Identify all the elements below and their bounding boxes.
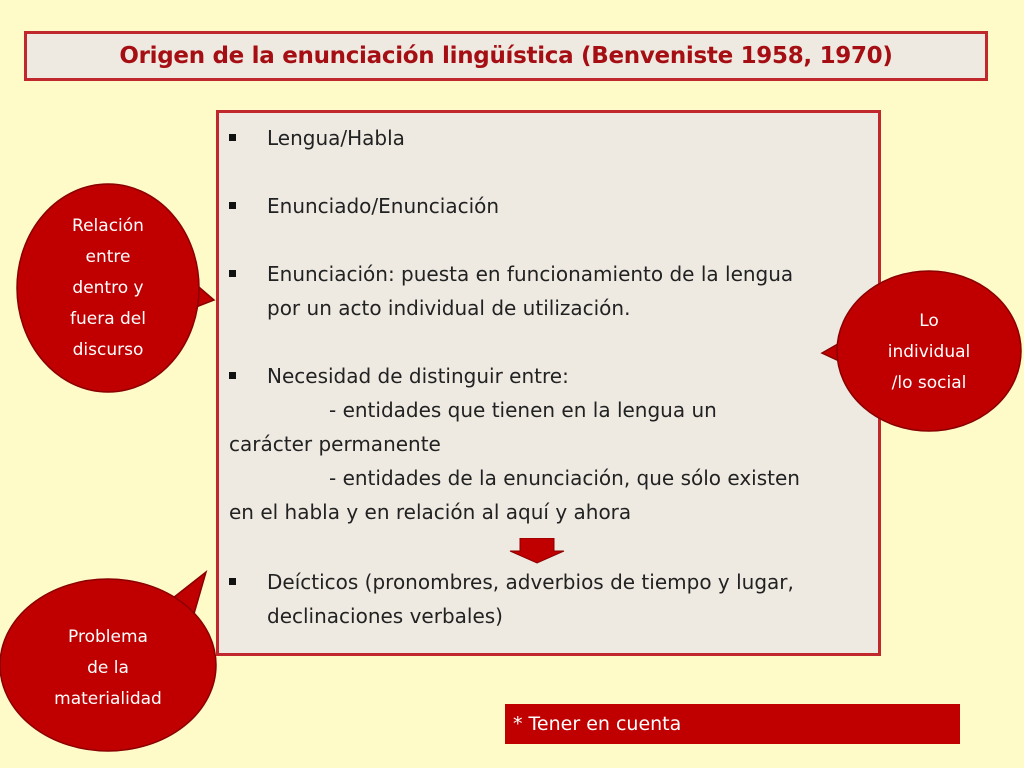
callout-line: materialidad — [54, 689, 162, 709]
note-text: * Tener en cuenta — [513, 713, 682, 735]
bullet-text: Enunciación: puesta en funcionamiento de la lengua — [267, 262, 794, 286]
bullet-text: Lengua/Habla — [267, 126, 405, 150]
callout-line: Relación — [72, 216, 144, 236]
callout-left-bottom-text — [33, 622, 183, 715]
callout-line: Problema — [68, 627, 148, 647]
callout-line: de la — [87, 658, 129, 678]
sub-line: - entidades de la enunciación, que sólo existen — [329, 466, 800, 490]
callout-line: /lo social — [891, 373, 967, 393]
bullet-text: Necesidad de distinguir entre: — [267, 364, 569, 388]
sub-line: en el habla y en relación al aquí y ahora — [229, 500, 632, 524]
sub-line: carácter permanente — [229, 432, 441, 456]
slide-title: Origen de la enunciación lingüística (Benveniste 1958, 1970) — [119, 43, 893, 69]
callout-left-top-text — [38, 211, 178, 366]
bullet-text: por un acto individual de utilización. — [267, 296, 631, 320]
callout-line: fuera del — [69, 309, 146, 329]
bullet-text: Deícticos (pronombres, adverbios de tiempo y lugar, — [267, 570, 794, 594]
bullet-text: Enunciado/Enunciación — [267, 194, 500, 218]
callout-line: Lo — [919, 311, 939, 331]
callout-line: entre — [85, 247, 131, 267]
callout-right-text — [859, 306, 999, 399]
sub-line: - entidades que tienen en la lengua un — [329, 398, 717, 422]
callout-line: dentro y — [72, 278, 144, 298]
note-box — [505, 704, 960, 744]
bullet-text: declinaciones verbales) — [267, 604, 503, 628]
callout-line: discurso — [72, 340, 144, 360]
callout-line: individual — [887, 342, 971, 362]
